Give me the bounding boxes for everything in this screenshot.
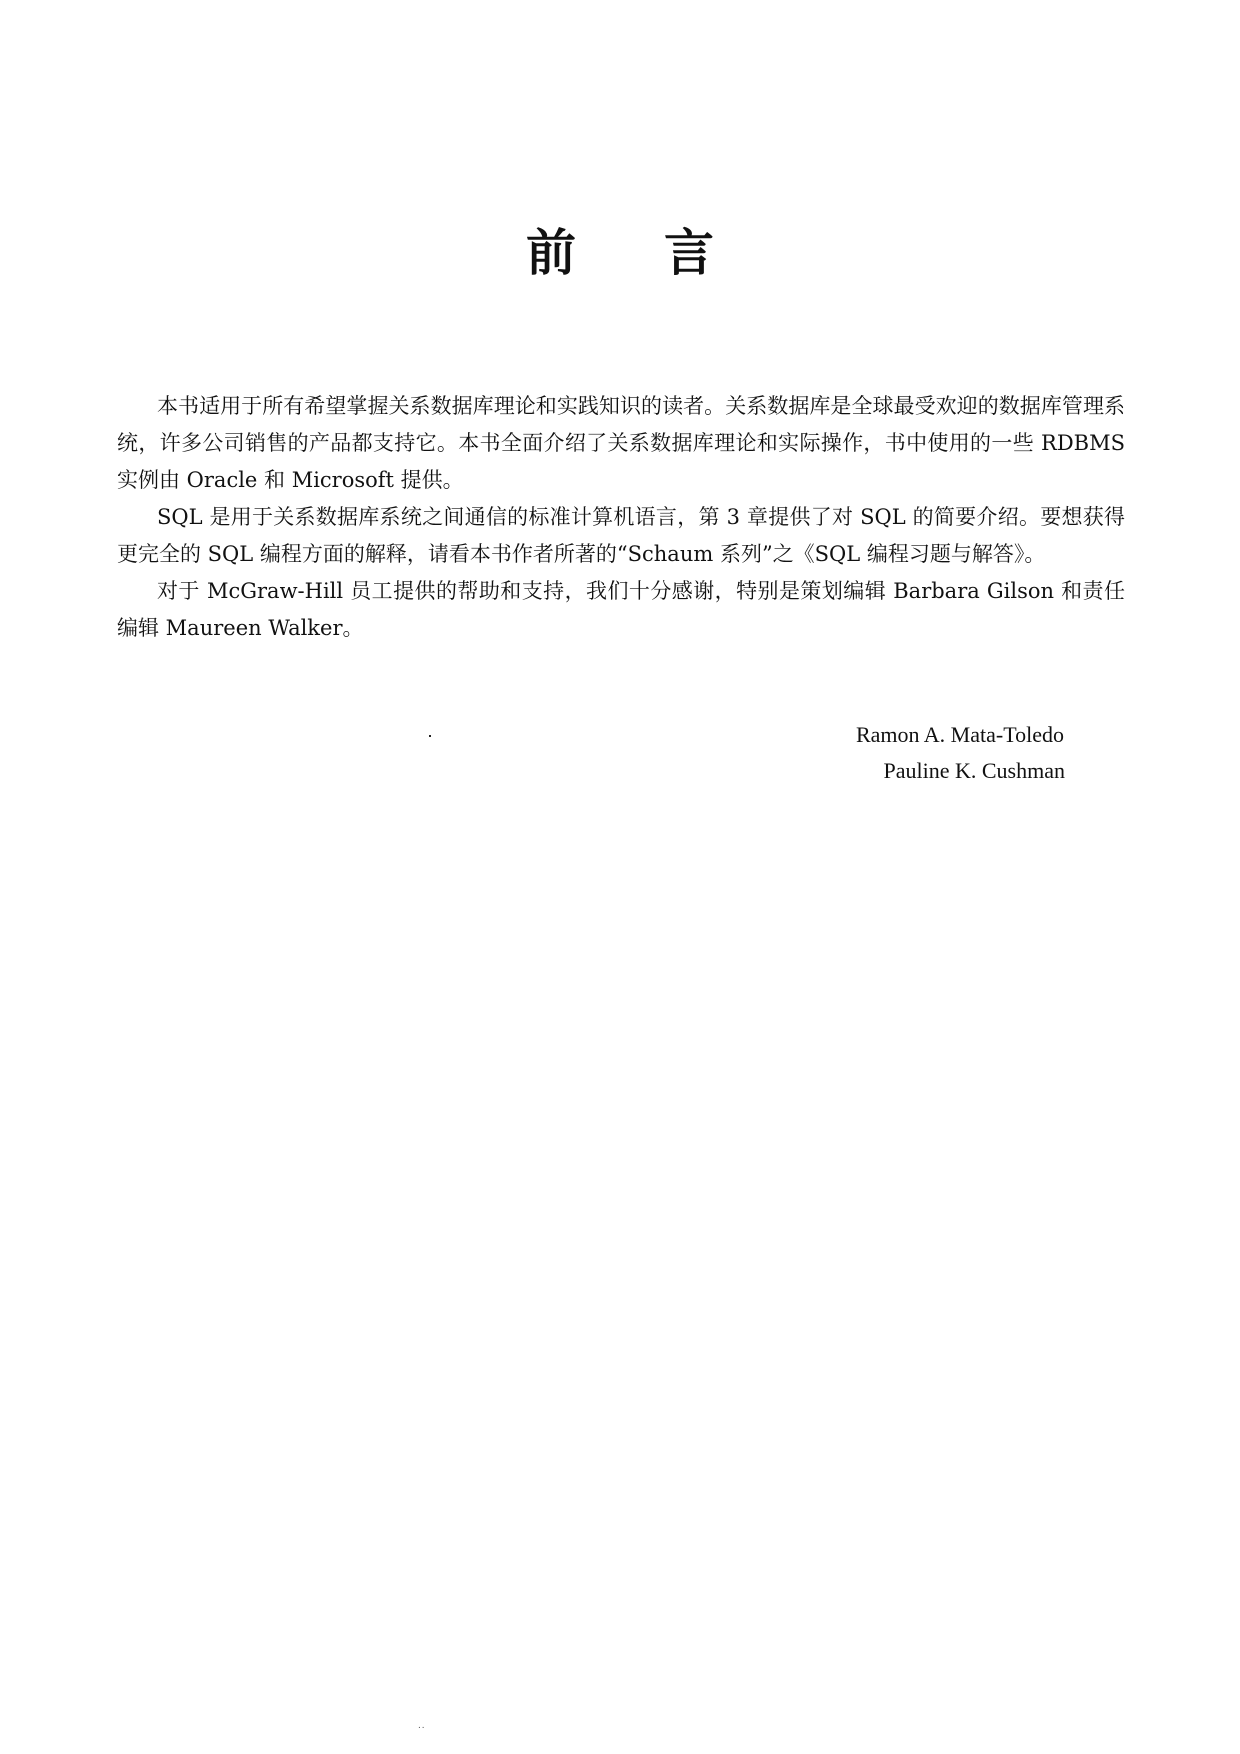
author-signatures: [856, 717, 1064, 789]
paragraph-2: SQL 是用于关系数据库系统之间通信的标准计算机语言，第 3 章提供了对 SQL 的简要介绍。要想获得更完全的 SQL 编程方面的解释，请看本书作者所著的“Schaum 系列”之《SQL 编程习题与解答》。: [117, 505, 1125, 566]
author-name-1: Ramon A. Mata-Toledo: [855, 722, 1064, 747]
paragraph-3: 对于 McGraw-Hill 员工提供的帮助和支持，我们十分感谢，特别是策划编辑 Barbara Gilson 和责任编辑 Maureen Walker。: [117, 579, 1125, 640]
preface-body: [117, 388, 1125, 647]
page-title: 前言: [526, 224, 802, 282]
paragraph-1: 本书适用于所有希望掌握关系数据库理论和实践知识的读者。关系数据库是全球最受欢迎的数据库管理系统，许多公司销售的产品都支持它。本书全面介绍了关系数据库理论和实际操作，书中使用的一些 RDBMS 实例由 Oracle 和 Microsoft 提供。: [117, 394, 1125, 492]
page-footer-mark: ..: [418, 1720, 426, 1731]
author-name-2: Pauline K. Cushman: [883, 758, 1065, 783]
scan-speck: [429, 735, 431, 737]
